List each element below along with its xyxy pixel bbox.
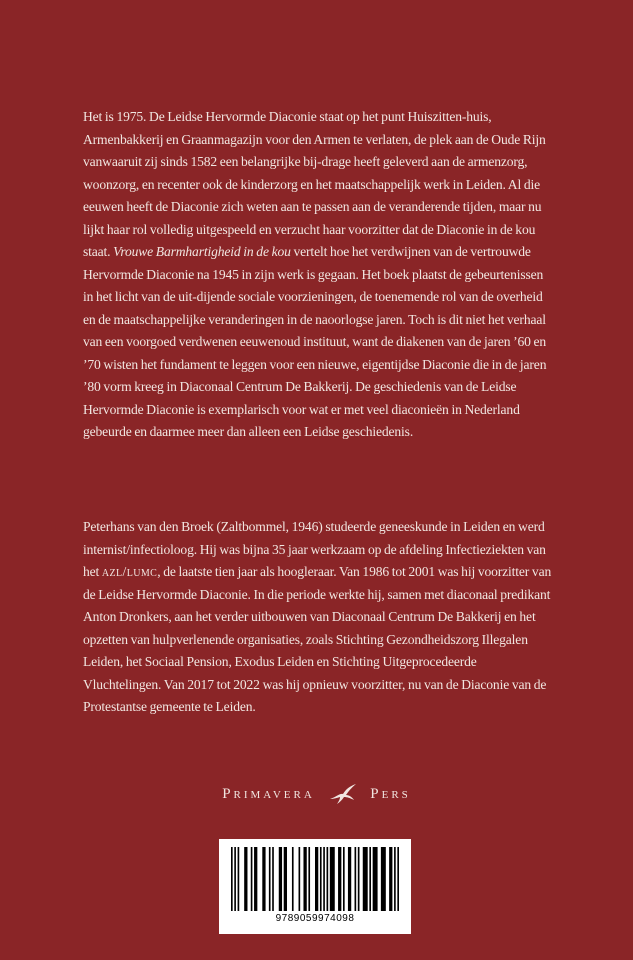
barcode-bar [355, 847, 357, 911]
isbn-number: 9789059974098 [275, 913, 355, 924]
barcode-bar [389, 847, 392, 911]
barcode-bar [303, 847, 306, 911]
blurb-text-part2: vertelt hoe het verdwijnen van de vertrouwde Hervormde Diaconie na 1945 in zijn werk is gegaan. Het boek plaatst de gebeurtenissen in het licht van de uit-dijende sociale voorzieningen, de toenemende rol van de overheid en de maatschappelijke veranderingen in de naoorlogse jaren. Toch is dit niet het verhaal van een voorgoed verdwenen eeuwenoud instituut, want de diakenen van de jaren ’60 en ’70 wisten het fundament te leggen voor een nieuwe, eigentijdse Diaconie die in de jaren ’80 vorm kreeg in Diaconaal Centrum De Bakkerij. De geschiedenis van de Leidse Hervormde Diaconie is exemplarisch voor wat er met veel diaconieën in Nederland gebeurde en daarmee meer dan alleen een Leidse geschiedenis. [83, 244, 547, 439]
barcode-bar [315, 847, 318, 911]
barcode-bar [231, 847, 233, 911]
author-bio-part2: , de laatste tien jaar als hoogleraar. Van 1986 tot 2001 was hij voorzitter van de Leidse Hervormde Diaconie. In die periode werkte hij, samen met diaconaal predikant Anton Dronkers, aan het verder uitbouwen van Diaconaal Centrum De Bakkerij en het opzetten van hulpverlenende organisaties, zoals Stichting Gezondheidszorg Illegalen Leiden, het Sociaal Pension, Exodus Leiden en Stichting Uitgeprocedeerde Vluchtelingen. Van 2017 tot 2022 was hij opnieuw voorzitter, nu van de Diaconie van de Protestantse gemeente te Leiden. [83, 564, 552, 714]
isbn-barcode [219, 839, 411, 934]
author-bio-paragraph [83, 516, 553, 719]
hospital-abbreviation: azl/lumc [101, 564, 158, 579]
barcode-bar [348, 847, 351, 911]
barcode-bar [323, 847, 325, 911]
barcode-bar [394, 847, 396, 911]
blurb-paragraph [83, 106, 553, 444]
barcode-bar [397, 847, 399, 911]
barcode-bar [381, 847, 386, 911]
barcode-bar [373, 847, 378, 911]
barcode-bar [369, 847, 371, 911]
barcode-bar [299, 847, 301, 911]
publisher-name-right: Pers [370, 785, 411, 802]
barcode-bar [262, 847, 265, 911]
blurb-text-part1: Het is 1975. De Leidse Hervormde Diaconie staat op het punt Huiszitten-huis, Armenbakkerij en Graanmagazijn voor den Armen te verlaten, de plek aan de Oude Rijn vanwaaruit zij sinds 1582 een belangrijke bij-drage heeft geleverd aan de armenzorg, woonzorg, en recenter ook de kinderzorg en het maatschappelijk werk in Leiden. Al die eeuwen heeft de Diaconie zich weten aan te passen aan de veranderende tijden, maar nu lijkt haar rol volledig uitgespeeld en verzucht haar voorzitter dat de Diaconie in de kou staat. [83, 109, 546, 259]
publisher-logo [0, 783, 633, 805]
barcode-bar [238, 847, 240, 911]
barcode-bar [308, 847, 310, 911]
barcode-bar [358, 847, 360, 911]
publisher-name-left: Primavera [222, 785, 315, 802]
barcode-bar [272, 847, 274, 911]
barcode-bar [320, 847, 322, 911]
author-bio-part1: Peterhans van den Broek (Zaltbommel, 1946) studeerde geneeskunde in Leiden en werd internist/infectioloog. Hij was bijna 35 jaar werkzaam op de afdeling Infectieziekten van het [83, 519, 546, 579]
barcode-bar [343, 847, 345, 911]
barcode-bar [269, 847, 271, 911]
barcode-bar [279, 847, 282, 911]
barcode-bar [244, 847, 247, 911]
barcode-bar [327, 847, 329, 911]
barcode-bars [229, 847, 401, 911]
barcode-bar [234, 847, 236, 911]
barcode-bar [363, 847, 368, 911]
barcode-bar [251, 847, 253, 911]
book-title-italic: Vrouwe Barmhartigheid in de kou [113, 244, 291, 259]
barcode-bar [284, 847, 287, 911]
barcode-bar [292, 847, 294, 911]
barcode-bar [338, 847, 341, 911]
barcode-bar [254, 847, 257, 911]
swallow-bird-icon [328, 783, 358, 805]
barcode-bar [330, 847, 335, 911]
